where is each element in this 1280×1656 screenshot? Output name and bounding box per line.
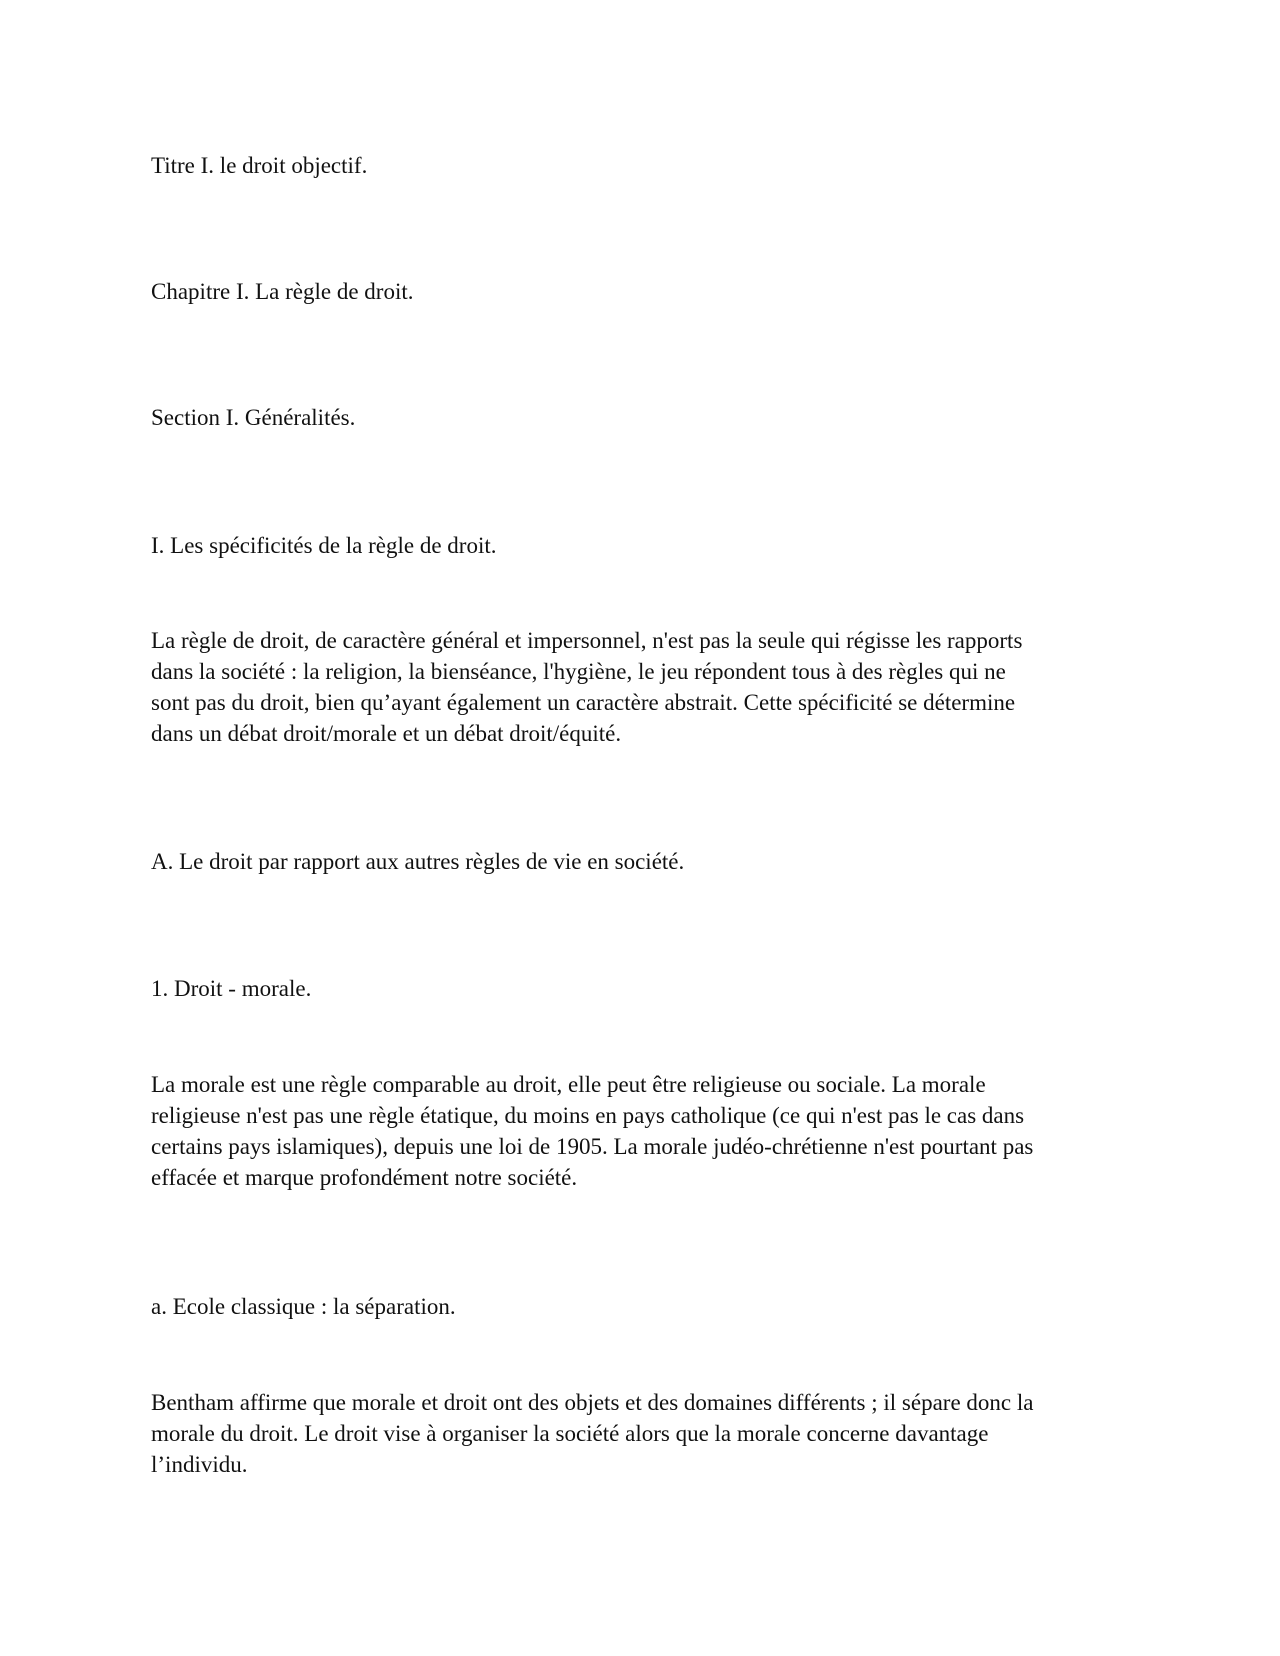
paragraph-3 [151, 1387, 1131, 1480]
paragraph-3-line: l’individu. [151, 1452, 248, 1477]
chapter-heading: Chapitre I. La règle de droit. [151, 279, 414, 304]
subsection-heading-a-lower: a. Ecole classique : la séparation. [151, 1294, 456, 1319]
subsection-heading-droit-morale: 1. Droit - morale. [151, 976, 312, 1001]
paragraph-1-line: sont pas du droit, bien qu’ayant également un caractère abstrait. Cette spécificité se détermine [151, 690, 1016, 715]
title-heading: Titre I. le droit objectif. [151, 153, 368, 178]
subsection-heading-1: I. Les spécificités de la règle de droit. [151, 533, 497, 558]
subsection-heading-a: A. Le droit par rapport aux autres règles de vie en société. [151, 849, 685, 874]
section-heading: Section I. Généralités. [151, 405, 356, 430]
paragraph-2-line: certains pays islamiques), depuis une loi de 1905. La morale judéo-chrétienne n'est pourtant pas [151, 1134, 1034, 1159]
paragraph-2 [151, 1069, 1131, 1193]
paragraph-2-line: effacée et marque profondément notre société. [151, 1165, 578, 1190]
paragraph-3-line: morale du droit. Le droit vise à organiser la société alors que la morale concerne davantage [151, 1421, 989, 1446]
paragraph-1-line: La règle de droit, de caractère général et impersonnel, n'est pas la seule qui régisse les rapports [151, 628, 1023, 653]
paragraph-2-line: La morale est une règle comparable au droit, elle peut être religieuse ou sociale. La morale [151, 1072, 986, 1097]
paragraph-1-line: dans la société : la religion, la bienséance, l'hygiène, le jeu répondent tous à des règles qui ne [151, 659, 1006, 684]
paragraph-1 [151, 625, 1131, 749]
paragraph-3-line: Bentham affirme que morale et droit ont des objets et des domaines différents ; il sépare donc la [151, 1390, 1034, 1415]
paragraph-2-line: religieuse n'est pas une règle étatique, du moins en pays catholique (ce qui n'est pas le cas dans [151, 1103, 1025, 1128]
paragraph-1-line: dans un débat droit/morale et un débat droit/équité. [151, 721, 622, 746]
